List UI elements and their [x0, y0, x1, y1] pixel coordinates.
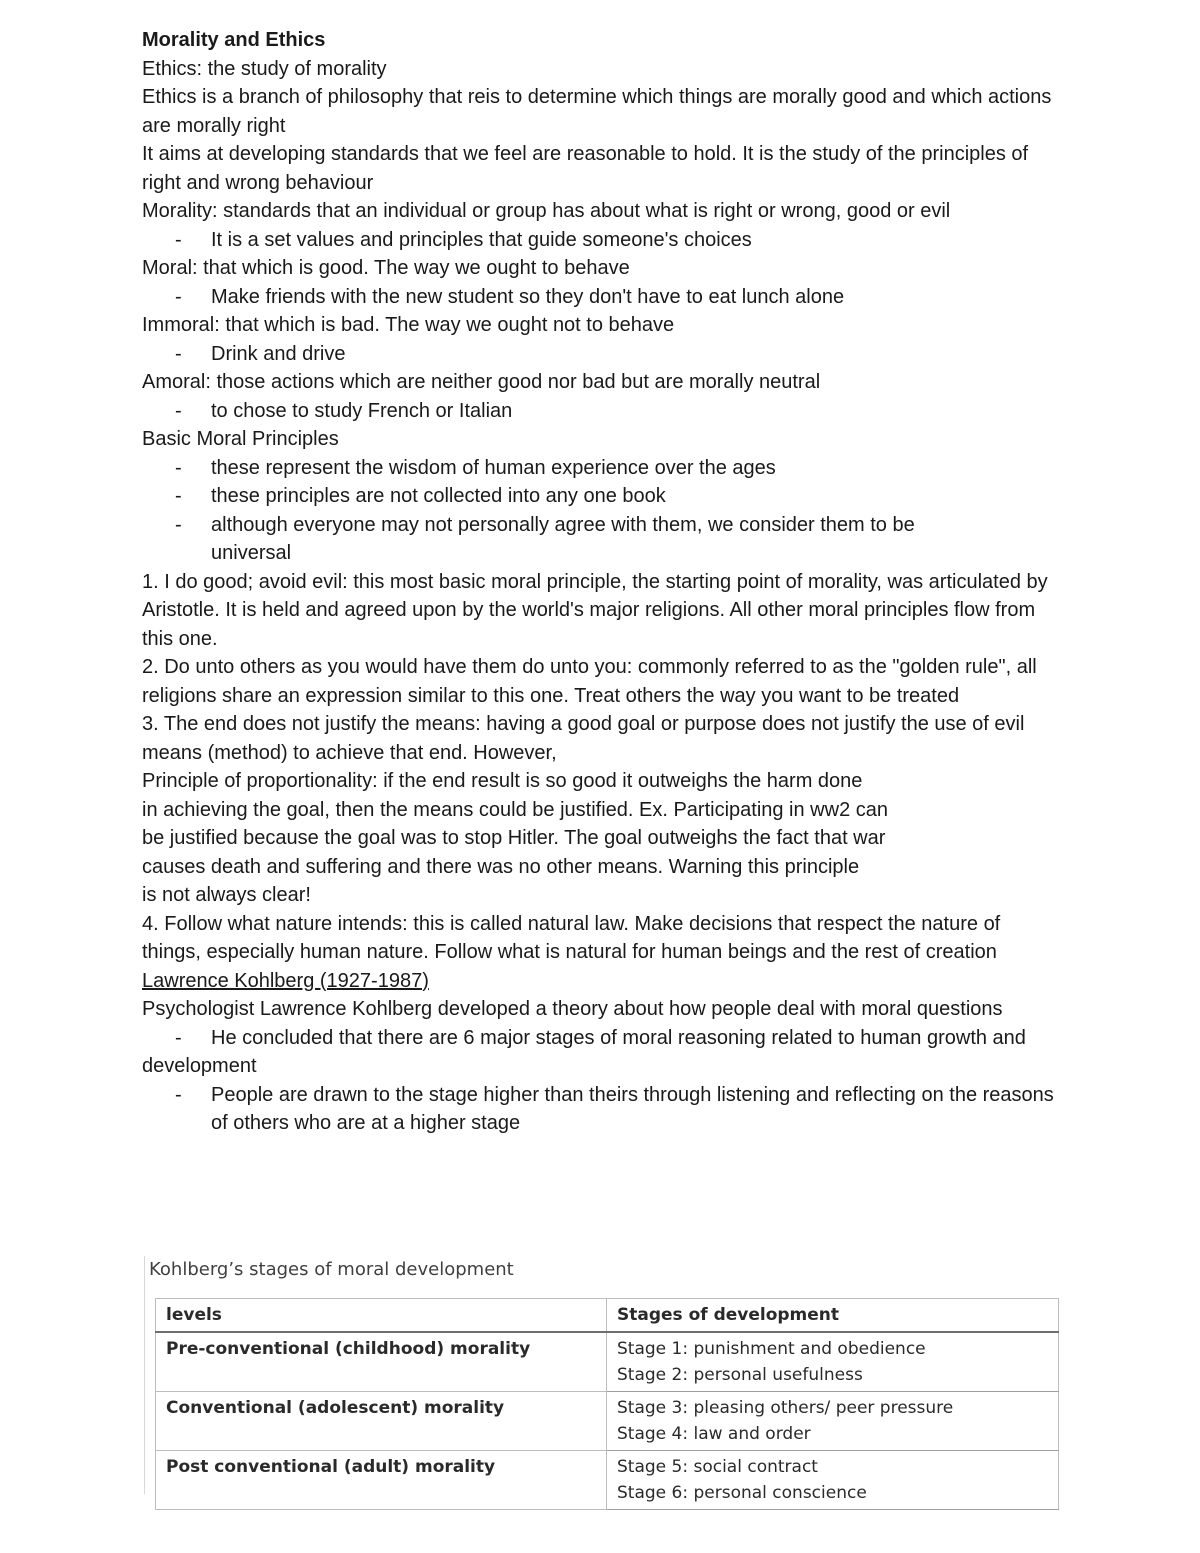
bullet-dash: - — [175, 456, 182, 479]
table-row — [156, 1332, 1059, 1392]
bullet-dash: - — [175, 228, 182, 251]
amoral-definition: Amoral: those actions which are neither good nor bad but are morally neutral — [142, 371, 821, 393]
basic-bullet-text: although everyone may not personally agree with them, we consider them to be universal — [211, 513, 915, 564]
principle-3: 3. The end does not justify the means: having a good goal or purpose does not justify the use of evil means (method) to achieve that end. However, — [142, 713, 1025, 764]
list-item — [142, 511, 1062, 568]
list-item — [142, 283, 1062, 312]
list-item — [142, 397, 1062, 426]
amoral-bullet-text: to chose to study French or Italian — [211, 399, 513, 422]
bullet-dash: - — [175, 1083, 182, 1106]
table-row — [156, 1391, 1059, 1450]
bullet-dash: - — [175, 1026, 182, 1049]
proportionality-line: be justified because the goal was to stop Hitler. The goal outweighs the fact that war — [142, 827, 886, 849]
bullet-dash: - — [175, 285, 182, 308]
bullet-dash: - — [175, 399, 182, 422]
principle-1: 1. I do good; avoid evil: this most basic moral principle, the starting point of morality, was articulated by Aristotle. It is held and agreed upon by the world's major religions. All other moral principles flow from this one. — [142, 570, 1048, 650]
level-cell: Conventional (adolescent) morality — [156, 1391, 607, 1450]
moral-bullet-text: Make friends with the new student so they don't have to eat lunch alone — [211, 285, 845, 308]
list-item — [142, 226, 1062, 255]
ethics-aim-text: It aims at developing standards that we feel are reasonable to hold. It is the study of the principles of right and wrong behaviour — [142, 143, 1029, 194]
stage-label: Stage 3: pleasing others/ peer pressure — [617, 1397, 954, 1418]
basic-principles-heading: Basic Moral Principles — [142, 428, 339, 450]
level-cell: Post conventional (adult) morality — [156, 1450, 607, 1509]
stage-label: Stage 4: law and order — [617, 1424, 811, 1444]
kohlberg-bullet-text: He concluded that there are 6 major stages of moral reasoning related to human growth and — [211, 1026, 1026, 1049]
morality-bullet-text: It is a set values and principles that guide someone's choices — [211, 228, 752, 251]
stages-cell — [607, 1391, 1059, 1450]
stages-table — [155, 1298, 1059, 1510]
proportionality-line: is not always clear! — [142, 884, 311, 906]
stage-label: Stage 5: social contract — [617, 1456, 818, 1477]
morality-definition: Morality: standards that an individual or group has about what is right or wrong, good or evil — [142, 200, 951, 222]
table-row — [156, 1450, 1059, 1509]
list-item — [142, 454, 1062, 483]
proportionality-line: Principle of proportionality: if the end result is so good it outweighs the harm done — [142, 770, 863, 792]
kohlberg-heading: Lawrence Kohlberg (1927-1987) — [142, 969, 429, 992]
ethics-branch-text: Ethics is a branch of philosophy that reis to determine which things are morally good and which actions are morally right — [142, 86, 1052, 137]
kohlberg-bullet-text: People are drawn to the stage higher than theirs through listening and reflecting on the reasons of others who are at a higher stage — [211, 1083, 1054, 1134]
kohlberg-continuation: development — [142, 1055, 257, 1077]
proportionality-line: causes death and suffering and there was no other means. Warning this principle — [142, 855, 860, 878]
stages-cell — [607, 1450, 1059, 1509]
stage-label: Stage 6: personal conscience — [617, 1483, 867, 1503]
table-caption: Kohlberg’s stages of moral development — [149, 1259, 514, 1280]
kohlberg-intro: Psychologist Lawrence Kohlberg developed a theory about how people deal with moral questions — [142, 998, 1003, 1020]
stages-cell — [607, 1332, 1059, 1392]
bullet-dash: - — [175, 342, 182, 365]
list-item — [142, 1081, 1062, 1138]
basic-bullet-text: these principles are not collected into any one book — [211, 485, 666, 507]
ethics-definition: Ethics: the study of morality — [142, 57, 387, 80]
principle-2: 2. Do unto others as you would have them do unto you: commonly referred to as the "golden rule", all religions share an expression similar to this one. Treat others the way you want to be treated — [142, 656, 1037, 707]
stages-header: Stages of development — [607, 1299, 1059, 1332]
stage-label: Stage 1: punishment and obedience — [617, 1338, 926, 1359]
stage-label: Stage 2: personal usefulness — [617, 1365, 863, 1385]
list-item — [142, 482, 1062, 511]
table-header-row — [156, 1299, 1059, 1332]
document-body — [142, 26, 1062, 1138]
principle-4: 4. Follow what nature intends: this is called natural law. Make decisions that respect the nature of things, especially human nature. Follow what is natural for human beings and the rest of creation — [142, 912, 1001, 963]
basic-bullet-text: these represent the wisdom of human experience over the ages — [211, 456, 776, 479]
immoral-bullet-text: Drink and drive — [211, 342, 346, 365]
list-item — [142, 340, 1062, 369]
proportionality-line: in achieving the goal, then the means could be justified. Ex. Participating in ww2 can — [142, 798, 888, 821]
level-cell: Pre-conventional (childhood) morality — [156, 1332, 607, 1392]
document-title: Morality and Ethics — [142, 29, 326, 51]
stages-table-figure — [144, 1256, 1061, 1503]
moral-definition: Moral: that which is good. The way we ought to behave — [142, 257, 630, 279]
immoral-definition: Immoral: that which is bad. The way we ought not to behave — [142, 314, 675, 336]
bullet-dash: - — [175, 485, 182, 507]
levels-header: levels — [156, 1299, 607, 1332]
list-item — [142, 1024, 1062, 1053]
bullet-dash: - — [175, 513, 182, 536]
